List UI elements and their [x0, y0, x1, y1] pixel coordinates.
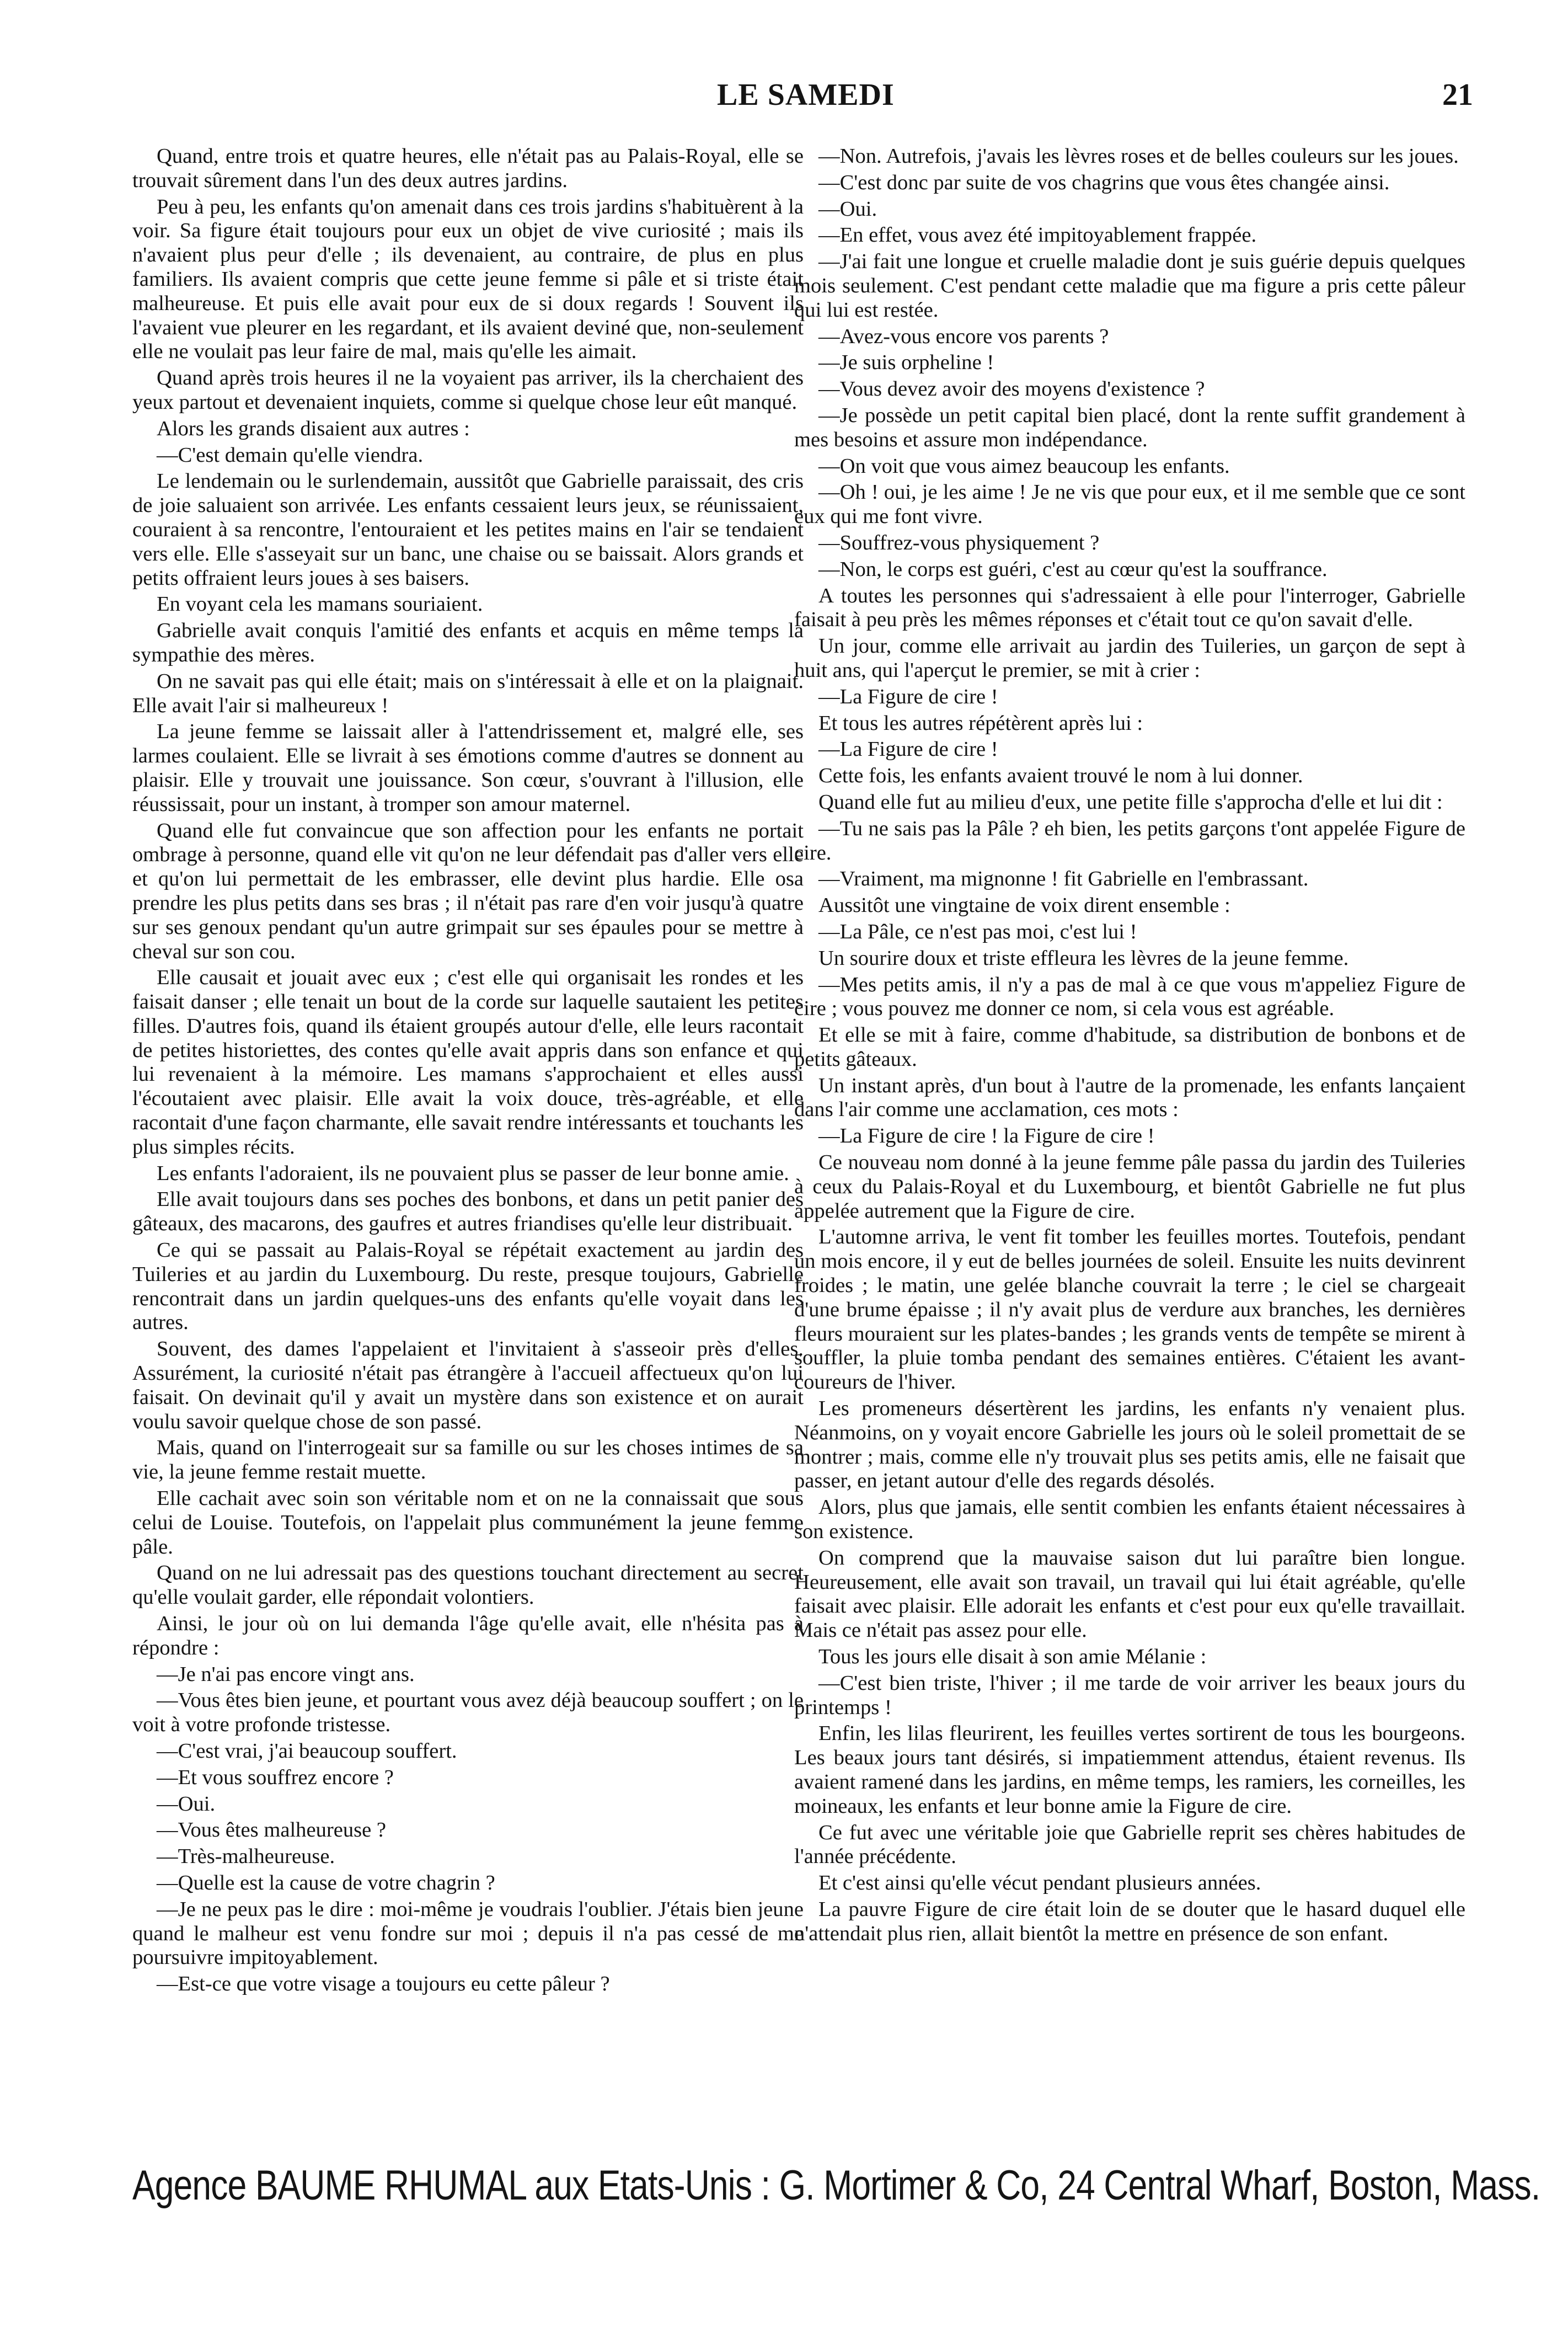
paragraph: —Oui. — [818, 197, 877, 221]
paragraph: —Vous devez avoir des moyens d'existence ? — [818, 377, 1205, 401]
paragraph: Les promeneurs désertèrent les jardins, les enfants n'y venaient plus. Néanmoins, on y voyait encore Gabrielle les jours où le soleil promettait de se montrer ; mais, comme elle n'y trouvait plus ses petits amis, elle ne faisait que passer, en jetant autour d'elle des regards désolés. — [794, 1397, 1465, 1493]
paragraph: La jeune femme se laissait aller à l'attendrissement et, malgré elle, ses larmes coulaient. Elle se livrait à ses émotions comme d'autres se donnent au plaisir. Elle y trouvait une jouissance. Son cœur, s'ouvrant à l'illusion, elle réussissait, pour un instant, à tromper son amour maternel. — [132, 720, 804, 816]
paragraph: La pauvre Figure de cire était loin de se douter que le hasard duquel elle n'attendait plus rien, allait bientôt la mettre en présence de son enfant. — [794, 1897, 1465, 1945]
paragraph: Aussitôt une vingtaine de voix dirent ensemble : — [818, 894, 1230, 917]
paragraph: Un instant après, d'un bout à l'autre de la promenade, les enfants lançaient dans l'air comme une acclamation, ces mots : — [794, 1074, 1465, 1122]
paragraph: Et c'est ainsi qu'elle vécut pendant plusieurs années. — [818, 1871, 1261, 1895]
paragraph: Les enfants l'adoraient, ils ne pouvaient plus se passer de leur bonne amie. — [157, 1161, 789, 1185]
paragraph: —Vous êtes malheureuse ? — [157, 1818, 387, 1842]
paragraph: —Mes petits amis, il n'y a pas de mal à ce que vous m'appeliez Figure de cire ; vous pouvez me donner ce nom, si cela vous est agréable. — [794, 973, 1465, 1021]
paragraph: —Et vous souffrez encore ? — [157, 1765, 394, 1789]
paragraph: Gabrielle avait conquis l'amitié des enfants et acquis en même temps la sympathie des mères. — [132, 619, 804, 666]
paragraph: Un jour, comme elle arrivait au jardin des Tuileries, un garçon de sept à huit ans, qui l'aperçut le premier, se mit à crier : — [794, 634, 1465, 682]
paragraph: Quand, entre trois et quatre heures, elle n'était pas au Palais-Royal, elle se trouvait sûrement dans l'un des deux autres jardins. — [132, 145, 804, 192]
paragraph: Quand elle fut au milieu d'eux, une petite fille s'approcha d'elle et lui dit : — [818, 790, 1443, 814]
paragraph: Le lendemain ou le surlendemain, aussitôt que Gabrielle paraissait, des cris de joie saluaient son arrivée. Les enfants cessaient leurs jeux, se réunissaient, couraient à sa rencontre, l'entouraient et les petites mains en l'air se tendaient vers elle. Elle s'asseyait sur un banc, une chaise ou se baissait. Alors grands et petits offraient leurs joues à ses baisers. — [132, 469, 804, 590]
paragraph: Peu à peu, les enfants qu'on amenait dans ces trois jardins s'habituèrent à la voir. Sa figure était toujours pour eux un objet de vive curiosité ; mais ils n'avaient plus peur d'elle ; ils devenaient, au contraire, de plus en plus familiers. Ils avaient compris que cette jeune femme si pâle et si triste était malheureuse. Et puis elle avait pour eux de si doux regards ! Souvent ils l'avaient vue pleurer en les regardant, et ils avaient deviné que, non-seulement elle ne voulait pas leur faire de mal, mais qu'elle les aimait. — [132, 195, 804, 364]
paragraph: Et elle se mit à faire, comme d'habitude, sa distribution de bonbons et de petits gâteaux. — [794, 1023, 1465, 1071]
paragraph: Quand on ne lui adressait pas des questions touchant directement au secret qu'elle voulait garder, elle répondait volontiers. — [132, 1561, 804, 1609]
paragraph: —C'est bien triste, l'hiver ; il me tarde de voir arriver les beaux jours du printemps ! — [794, 1671, 1465, 1719]
paragraph: —J'ai fait une longue et cruelle maladie dont je suis guérie depuis quelques mois seulement. C'est pendant cette maladie que ma figure a pris cette pâleur qui lui est restée. — [794, 250, 1465, 322]
paragraph: Elle causait et jouait avec eux ; c'est elle qui organisait les rondes et les faisait danser ; elle tenait un bout de la corde sur laquelle sautaient les petites filles. D'autres fois, quand ils étaient groupés autour d'elle, elle leurs racontait de petites historiettes, des contes qu'elle avait appris dans son enfance et qui lui revenaient à la mémoire. Les mamans s'approchaient et elles aussi l'écoutaient avec plaisir. Elle avait la voix douce, très-agréable, et elle racontait d'une façon charmante, elle savait rendre intéressants et touchants les plus simples récits. — [132, 966, 804, 1159]
paragraph: —Non. Autrefois, j'avais les lèvres roses et de belles couleurs sur les joues. — [818, 145, 1459, 168]
paragraph: Alors les grands disaient aux autres : — [157, 417, 470, 440]
paragraph: —La Figure de cire ! — [818, 685, 998, 708]
paragraph: Ce nouveau nom donné à la jeune femme pâle passa du jardin des Tuileries à ceux du Palais-Royal et du Luxembourg, et bientôt Gabrielle ne fut plus appelée autrement que la Figure de cire. — [794, 1151, 1465, 1223]
paragraph: —Je n'ai pas encore vingt ans. — [157, 1662, 415, 1686]
paragraph: —Vraiment, ma mignonne ! fit Gabrielle en l'embrassant. — [818, 867, 1309, 891]
paragraph: —Tu ne sais pas la Pâle ? eh bien, les petits garçons t'ont appelée Figure de cire. — [794, 816, 1465, 864]
paragraph: Souvent, des dames l'appelaient et l'invitaient à s'asseoir près d'elles. Assurément, la curiosité n'était pas étrangère à l'accueil affectueux qu'on lui faisait. On devinait qu'il y avait un mystère dans son existence et on aurait voulu savoir quelque chose de son passé. — [132, 1337, 804, 1433]
paragraph: Mais, quand on l'interrogeait sur sa famille ou sur les choses intimes de sa vie, la jeune femme restait muette. — [132, 1436, 804, 1484]
paragraph: —Souffrez-vous physiquement ? — [818, 531, 1100, 554]
newspaper-title: LE SAMEDI — [717, 78, 895, 112]
paragraph: Enfin, les lilas fleurirent, les feuilles vertes sortirent de tous les bourgeons. Les beaux jours tant désirés, si impatiemment attendus, étaient revenus. Ils avaient ramené dans les jardins, en même temps, les ramiers, les corneilles, les moineaux, les enfants et leur bonne amie la Figure de cire. — [794, 1722, 1465, 1818]
paragraph: Cette fois, les enfants avaient trouvé le nom à lui donner. — [818, 764, 1303, 788]
paragraph: Elle cachait avec soin son véritable nom et on ne la connaissait que sous celui de Louise. Toutefois, on l'appelait plus communément la jeune femme pâle. — [132, 1487, 804, 1558]
paragraph: Quand après trois heures il ne la voyaient pas arriver, ils la cherchaient des yeux partout et devenaient inquiets, comme si quelque chose leur eût manqué. — [132, 366, 804, 414]
paragraph: —La Figure de cire ! la Figure de cire ! — [818, 1124, 1155, 1148]
paragraph: On ne savait pas qui elle était; mais on s'intéressait à elle et on la plaignait. Elle avait l'air si malheureux ! — [132, 669, 804, 717]
paragraph: Ainsi, le jour où on lui demanda l'âge qu'elle avait, elle n'hésita pas à répondre : — [132, 1612, 804, 1659]
paragraph: Et tous les autres répétèrent après lui : — [818, 711, 1143, 735]
paragraph: Alors, plus que jamais, elle sentit combien les enfants étaient nécessaires à son existence. — [794, 1496, 1465, 1544]
paragraph: —Je ne peux pas le dire : moi-même je voudrais l'oublier. J'étais bien jeune quand le malheur est venu fondre sur moi ; depuis il n'a pas cessé de me poursuivre impitoyablement. — [132, 1897, 804, 1969]
paragraph: —Oui. — [157, 1792, 216, 1816]
paragraph: —Non, le corps est guéri, c'est au cœur qu'est la souffrance. — [818, 557, 1328, 581]
paragraph: —Vous êtes bien jeune, et pourtant vous avez déjà beaucoup souffert ; on le voit à votre profonde tristesse. — [132, 1689, 804, 1737]
paragraph: Ce fut avec une véritable joie que Gabrielle reprit ses chères habitudes de l'année précédente. — [794, 1821, 1465, 1869]
paragraph: Quand elle fut convaincue que son affection pour les enfants ne portait ombrage à personne, quand elle vit qu'on ne leur défendait pas d'aller vers elle et qu'on lui permettait de les embrasser, elle devint plus hardie. Elle osa prendre les plus petits dans ses bras ; il n'était pas rare d'en voir jusqu'à quatre sur ses genoux pendant qu'un autre grimpait sur ses épaules pour se mettre à cheval sur son cou. — [132, 819, 804, 963]
paragraph: —La Pâle, ce n'est pas moi, c'est lui ! — [818, 920, 1137, 943]
paragraph: L'automne arriva, le vent fit tomber les feuilles mortes. Toutefois, pendant un mois encore, il y eut de belles journées de soleil. Ensuite les nuits devinrent froides ; le matin, une gelée blanche couvrait la terre ; le ciel se chargeait d'une brume épaisse ; il n'y avait plus de verdure aux branches, les dernières fleurs mouraient sur les plates-bandes ; les grands vents de tempête se mirent à souffler, la pluie tomba pendant des semaines entières. C'étaient les avant-coureurs de l'hiver. — [794, 1225, 1465, 1394]
right-column — [794, 145, 1465, 1949]
paragraph: —Je possède un petit capital bien placé, dont la rente suffit grandement à mes besoins et assure mon indépendance. — [794, 403, 1465, 451]
paragraph: —C'est vrai, j'ai beaucoup souffert. — [157, 1739, 457, 1763]
advertisement-footer: Agence BAUME RHUMAL aux Etats-Unis : G. Mortimer & Co, 24 Central Wharf, Boston, Mass. — [132, 2162, 1540, 2209]
paragraph: Elle avait toujours dans ses poches des bonbons, et dans un petit panier des gâteaux, des macarons, des gaufres et autres friandises qu'elle leur distribuait. — [132, 1188, 804, 1236]
paragraph: —Oh ! oui, je les aime ! Je ne vis que pour eux, et il me semble que ce sont eux qui me font vivre. — [794, 481, 1465, 529]
paragraph: —Est-ce que votre visage a toujours eu cette pâleur ? — [157, 1972, 610, 1996]
paragraph: Tous les jours elle disait à son amie Mélanie : — [818, 1645, 1207, 1669]
paragraph: —On voit que vous aimez beaucoup les enfants. — [818, 454, 1230, 478]
paragraph: En voyant cela les mamans souriaient. — [157, 592, 483, 616]
paragraph: On comprend que la mauvaise saison dut lui paraître bien longue. Heureusement, elle avait son travail, un travail qui lui était agréable, qu'elle faisait avec plaisir. Elle adorait les enfants et c'est pour eux qu'elle travaillait. Mais ce n'était pas assez pour elle. — [794, 1546, 1465, 1642]
paragraph: —Très-malheureuse. — [157, 1845, 335, 1869]
left-column — [132, 145, 804, 1999]
paragraph: Ce qui se passait au Palais-Royal se répétait exactement au jardin des Tuileries et au jardin du Luxembourg. Du reste, presque toujours, Gabrielle rencontrait dans un jardin quelques-uns des enfants qu'elle voyait dans les autres. — [132, 1239, 804, 1335]
paragraph: —La Figure de cire ! — [818, 738, 998, 761]
paragraph: —En effet, vous avez été impitoyablement frappée. — [818, 223, 1257, 247]
page-number: 21 — [1442, 78, 1473, 112]
paragraph: —Quelle est la cause de votre chagrin ? — [157, 1871, 495, 1894]
page-header — [0, 77, 1568, 138]
paragraph: —Je suis orpheline ! — [818, 351, 994, 375]
paragraph: A toutes les personnes qui s'adressaient à elle pour l'interroger, Gabrielle faisait à peu près les mêmes réponses et c'était tout ce qu'on savait d'elle. — [794, 584, 1465, 632]
paragraph: —Avez-vous encore vos parents ? — [818, 324, 1109, 348]
paragraph: —C'est donc par suite de vos chagrins que vous êtes changée ainsi. — [818, 170, 1390, 194]
paragraph: —C'est demain qu'elle viendra. — [157, 443, 424, 467]
paragraph: Un sourire doux et triste effleura les lèvres de la jeune femme. — [818, 946, 1349, 970]
